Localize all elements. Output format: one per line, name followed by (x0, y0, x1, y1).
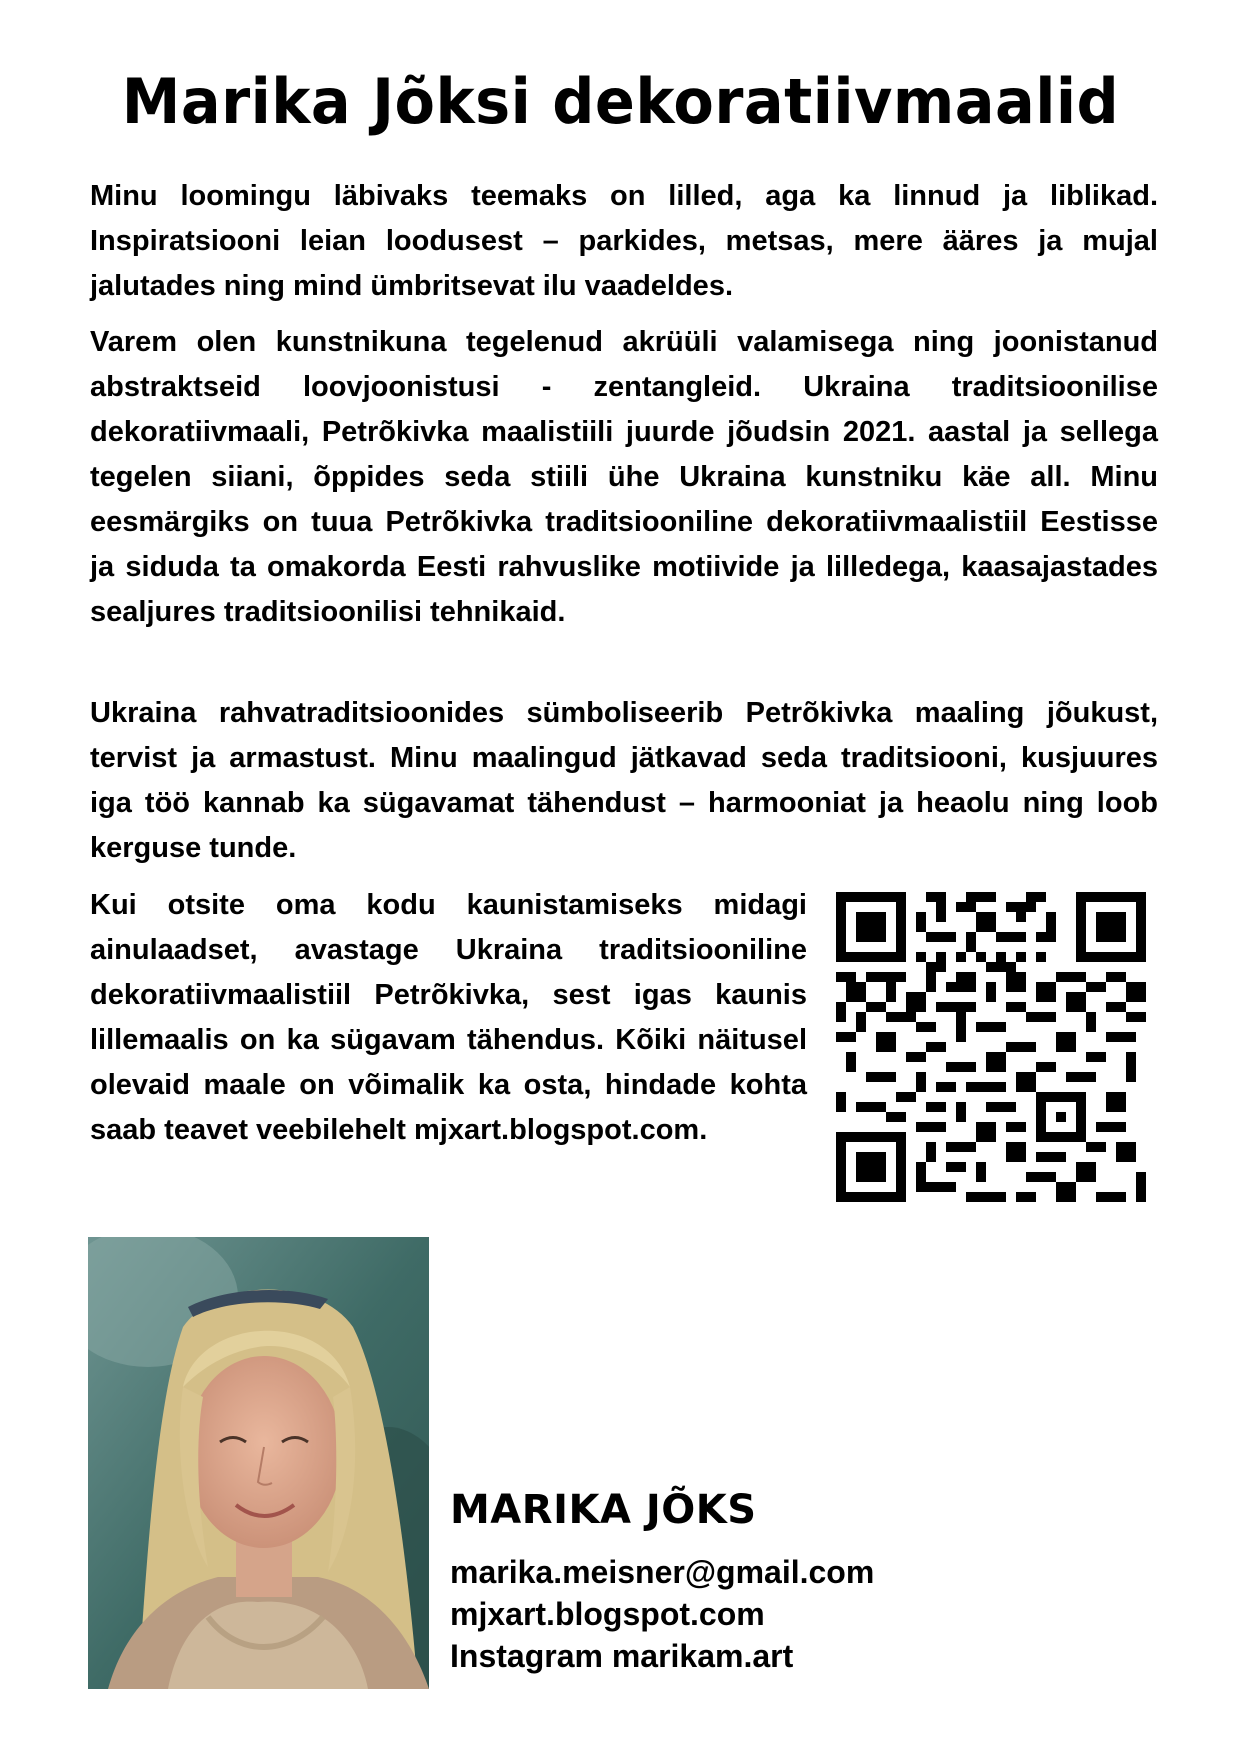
website-link[interactable]: mjxart.blogspot.com (450, 1596, 765, 1632)
page-title: Marika Jõksi dekoratiivmaalid (121, 65, 1120, 138)
artist-name: MARIKA JÕKS (450, 1487, 757, 1533)
purchase-paragraph: Kui otsite oma kodu kaunistamiseks midagi ainulaadset, avastage Ukraina traditsiooniline dekoratiivmaalistiil Petrõkivka, sest igas kaunis lillemaalis on ka sügavam tähendus. Kõiki näitusel olevaid maale on võimalik ka osta, hindade kohta saab teavet veebilehelt mjxart.blogspot.com. (90, 889, 807, 1146)
symbolism-paragraph: Ukraina rahvatraditsioonides sümboliseerib Petrõkivka maaling jõukust, tervist ja armastust. Minu maalingud jätkavad seda traditsiooni, kusjuures iga töö kannab ka sügavamat tähendust – harmooniat ja heaolu ning loob kerguse tunde. (90, 697, 1158, 864)
background-paragraph: Varem olen kunstnikuna tegelenud akrüüli valamisega ning joonistanud abstraktseid loovjoonistusi - zentangleid. Ukraina traditsioonilise dekoratiivmaali, Petrõkivka maalistiili juurde jõudsin 2021. aastal ja sellega tegelen siiani, õppides seda stiili ühe Ukraina kunstniku käe all. Minu eesmärgiks on tuua Petrõkivka traditsiooniline dekoratiivmaalistiil Eestisse ja siduda ta omakorda Eesti rahvuslike motiivide ja lilledega, kaasajastades sealjures traditsioonilisi tehnikaid. (90, 326, 1158, 628)
artist-photo (88, 1237, 429, 1689)
email-link[interactable]: marika.meisner@gmail.com (450, 1554, 875, 1590)
qr-code[interactable] (836, 892, 1146, 1202)
instagram-handle[interactable]: Instagram marikam.art (450, 1638, 794, 1674)
intro-paragraph: Minu loomingu läbivaks teemaks on lilled, aga ka linnud ja liblikad. Inspiratsiooni leian loodusest – parkides, metsas, mere ääres ja mujal jalutades ning mind ümbritsevat ilu vaadeldes. (90, 180, 1158, 302)
